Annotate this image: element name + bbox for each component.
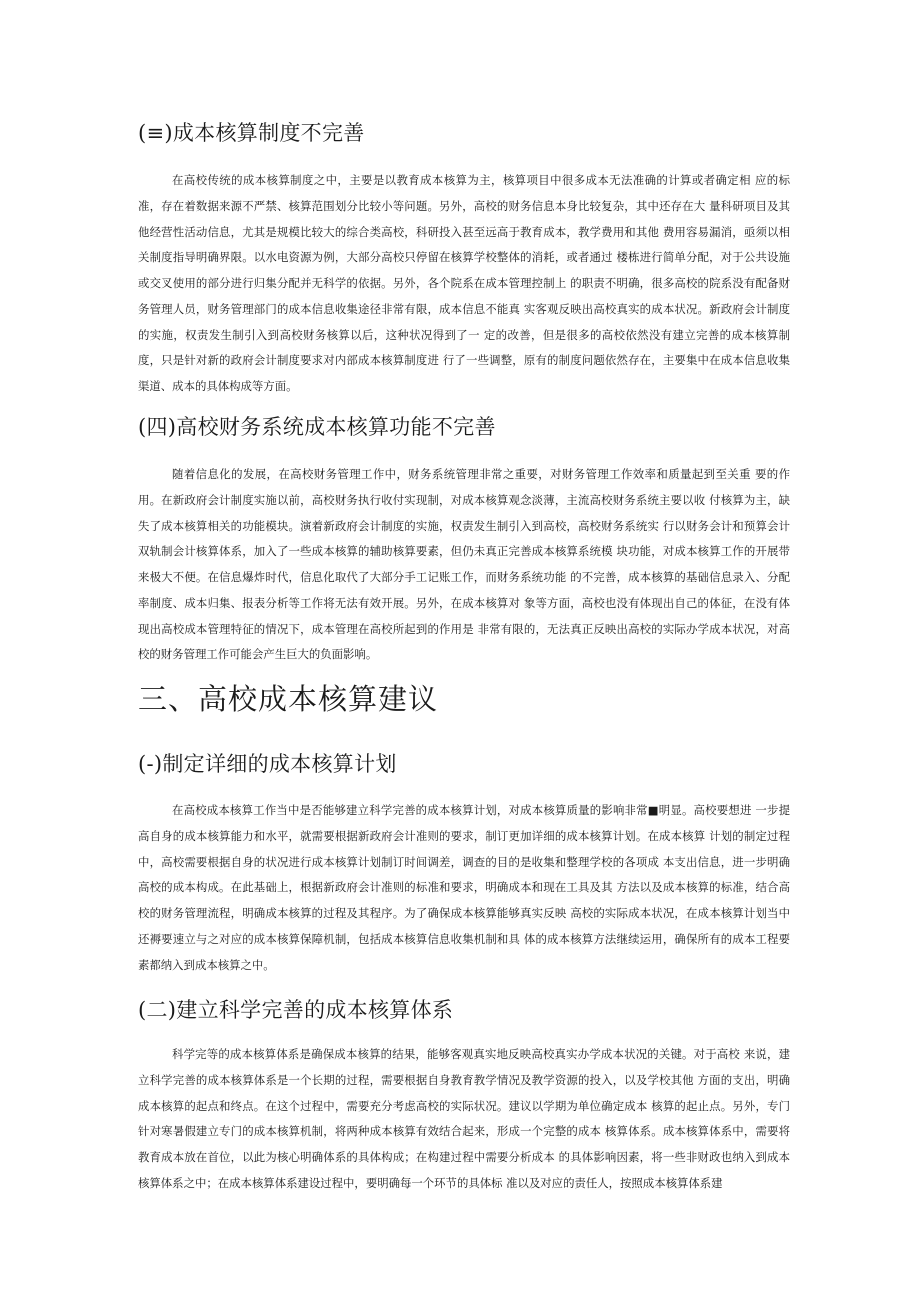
section-paragraph-3: 在高校传统的成本核算制度之中，主要是以教育成本核算为主，核算项目中很多成本无法准确的计算或者确定相 应的标准，存在着数据来源不严禁、核算范围划分比较小等问题。另外，高校的财务信息本身比较复杂，其中还存在大 量科研项目及其他经营性活动信息，尤其是规模比较大的综合类高校，科研投入甚至远高于教育成本，教学费用和其他 费用容易漏消，亟须以相关制度指导明确界限。以水电资源为例，大部分高校只停留在核算学校整体的消耗，或者通过 楼栋进行简单分配，对于公共设施或交叉使用的部分进行归集分配并无科学的依据。另外，各个院系在成本管理控制上 的职责不明确，很多高校的院系没有配备财务管理人员，财务管理部门的成本信息收集途径非常有限，成本信息不能真 实客观反映出高校真实的成本状况。新政府会计制度的实施，权责发生制引入到高校财务核算以后，这种状况得到了一 定的改善，但是很多的高校依然没有建立完善的成本核算制度，只是针对新的政府会计制度要求对内部成本核算制度进 行了一些调整，原有的制度问题依然存在，主要集中在成本信息收集渠道、成本的具体构成等方面。 bbox=[138, 173, 790, 393]
subsection-heading-1: (-)制定详细的成本核算计划 bbox=[138, 752, 397, 776]
section-heading-4: (四)高校财务系统成本核算功能不完善 bbox=[138, 415, 496, 439]
section-paragraph-4: 随着信息化的发展，在高校财务管理工作中，财务系统管理非常之重要，对财务管理工作效率和质量起到至关重 要的作用。在新政府会计制度实施以前，高校财务执行收付实现制，对成本核算观念淡薄，主流高校财务系统主要以收 付核算为主，缺失了成本核算相关的功能模块。演着新政府会计制度的实施，权责发生制引入到高校，高校财务系统实 行以财务会计和预算会计双轨制会计核算体系，加入了一些成本核算的辅助核算要素，但仍未真正完善成本核算系统模 块功能，对成本核算工作的开展带来极大不便。在信息爆炸时代，信息化取代了大部分手工记账工作，而财务系统功能 的不完善，成本核算的基础信息录入、分配率制度、成本归集、报表分析等工作将无法有效开展。另外，在成本核算对 象等方面，高校也没有体现出自己的体征，在没有体现出高校成本管理特征的情况下，成本管理在高校所起到的作用是 非常有限的，无法真正反映出高校的实际办学成本状况，对高校的财务管理工作可能会产生巨大的负面影响。 bbox=[138, 467, 790, 662]
subsection-paragraph-2: 科学完等的成本核算体系是确保成本核算的结果，能够客观真实地反映高校真实办学成本状况的关键。对于高校 来说，建立科学完善的成本核算体系是一个长期的过程，需要根据自身教育教学情况及教学资源的投入，以及学校其他 方面的支出，明确成本核算的起点和终点。在这个过程中，需要充分考虑高校的实际状况。建议以学期为单位确定成本 核算的起止点。另外，专门针对寒暑假建立专门的成本核算机制，将两种成本核算有效结合起来，形成一个完整的成本 核算体系。成本核算体系中，需要将教育成本放在首位，以此为核心明确体系的具体构成；在构建过程中需要分析成本 的具体影响因素，将一些非财政也纳入到成本核算体系之中；在成本核算体系建设过程中，要明确每一个环节的具体标 准以及对应的责任人，按照成本核算体系建 bbox=[138, 1047, 790, 1190]
part-heading-3: 三、高校成本核算建议 bbox=[138, 682, 439, 716]
subsection-heading-2: (二)建立科学完善的成本核算体系 bbox=[138, 998, 454, 1022]
section-heading-3: (≡)成本核算制度不完善 bbox=[138, 121, 365, 145]
subsection-paragraph-1: 在高校成本核算工作当中是否能够建立科学完善的成本核算计划，对成本核算质量的影响非常■明显。高校要想进 一步提高自身的成本核算能力和水平，就需要根据新政府会计准则的要求，制订更加详细的成本核算计划。在成本核算 计划的制定过程中，高校需要根据自身的状况进行成本核算计划制订时间调差，调查的目的是收集和整理学校的各项成 本支出信息，进一步明确高校的成本构成。在此基础上，根据新政府会计准则的标准和要求，明确成本和现在工具及其 方法以及成本核算的标准，结合高校的财务管理流程，明确成本核算的过程及其程序。为了确保成本核算能够真实反映 高校的实际成本状况，在成本核算计划当中还褥要速立与之对应的成本核算保障机制，包括成本核算信息收集机制和具 体的成本核算方法继续运用，确保所有的成本工程要素都纳入到成本核算之中。 bbox=[138, 803, 790, 972]
